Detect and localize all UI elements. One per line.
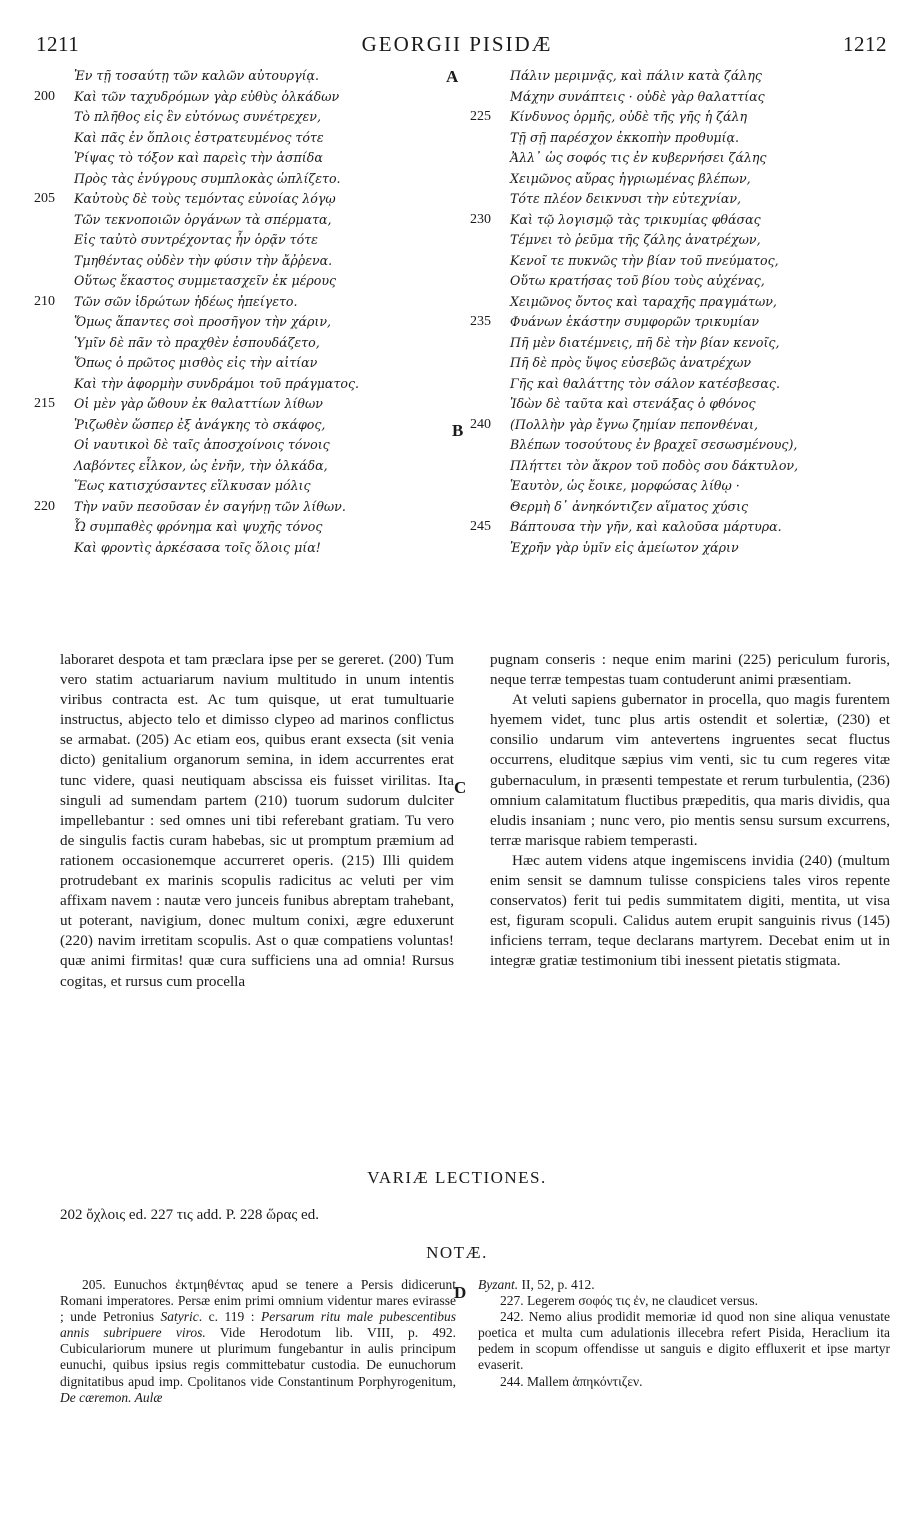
verse-text: Κίνδυνος ὁρμῆς, οὐδὲ τῆς γῆς ἡ ζάλη [510,109,747,124]
verse-text: Πλήττει τὸν ἄκρον τοῦ ποδὸς σου δάκτυλον, [510,457,799,473]
verse-text: Γῆς καὶ θαλάττης τὸν σάλον κατέσβεσας. [510,375,780,391]
line-number: 245 [470,519,491,534]
verse-line [34,374,454,395]
verse-line [470,415,890,436]
note-italic: Byzant. [478,1277,519,1292]
verse-text: Ῥίψας τὸ τόξον καὶ παρεὶς τὴν ἀσπίδα [74,150,323,165]
line-number: 200 [34,88,55,104]
latin-translation-right-column [490,650,890,972]
verse-text: Οἱ ναυτικοὶ δὲ ταῖς ἀποσχοίνοις τόνοις [74,437,330,452]
verse-line [34,456,454,477]
verse-text: Βάπτουσα τὴν γῆν, καὶ καλοῦσα μάρτυρα. [510,519,782,534]
verse-line [34,415,454,436]
verse-line [34,497,454,518]
verse-line [34,107,454,128]
verse-text: Τμηθέντας οὐδὲν τὴν φύσιν τὴν ἄῤῥενα. [74,252,333,268]
verse-text: Θερμὴ δ᾽ ἀνηκόντιζεν αἵματος χύσις [510,498,749,514]
verse-text: Ἑαυτὸν, ὡς ἔοικε, μορφώσας λίθῳ · [510,478,740,493]
note-242: 242. Nemo alius prodidit memoriæ id quod non sine aliqua venustate poetica et multa cum adulationis illecebra refert Pisida, Heraclium ita pedem in scopum offendisse ut sanguis e digito effluxerit et ipse martyr evaserit. [478,1309,890,1373]
latin-paragraph: pugnam conseris : neque enim marini (225) periculum furoris, neque terræ tempestas tuam contuderunt animi præsentiam. [490,651,890,689]
verse-text: Ῥιζωθὲν ὥσπερ ἐξ ἀνάγκης τὸ σκάφος, [74,416,326,432]
verse-text: Τέμνει τὸ ῥεῦμα τῆς ζάλης ἀνατρέχων, [510,232,761,247]
note-text: Vide Herodotum lib. VIII, p. 492. Cubiculariorum munere ut plurimum fungebantur in aulis principum eunuchi, quibus ipsius regis committebatur custodia. De eunuchorum dignitatibus apud imp. Cpolitanos vide Constantinum Porphyrogenitum, [60,1325,457,1389]
verse-text: Εἰς ταὐτὸ συντρέχοντας ἦν ὁρᾷν τότε [74,232,318,247]
note-text: II, 52, p. 412. [518,1277,595,1292]
verse-line [34,148,454,169]
verse-text: Τὸ πλῆθος εἰς ἓν εὐτόνως συνέτρεχεν, [74,109,321,124]
verse-text: Καὶ τὴν ἀφορμὴν συνδράμοι τοῦ πράγματος. [74,375,360,391]
verse-line [470,333,890,354]
verse-text: Μάχην συνάπτεις · οὐδὲ γὰρ θαλαττίας [510,88,765,104]
verse-text: (Πολλὴν γὰρ ἔγνω ζημίαν πεπονθέναι, [510,416,758,432]
verse-text: Οὕτω κρατήσας τοῦ βίου τοὺς αὐχένας, [510,273,765,288]
verse-line [34,517,454,538]
verse-line [34,87,454,108]
verse-text: Λαβόντες εἷλκον, ὡς ἐνῆν, τὴν ὁλκάδα, [74,457,328,473]
verse-line [470,476,890,497]
verse-text: Ὑμῖν δὲ πᾶν τὸ πραχθὲν ἐσπουδάζετο, [74,334,320,350]
verse-line [470,148,890,169]
note-205 [60,1277,456,1406]
line-number: 235 [470,314,491,329]
greek-verse-right-column [470,66,890,558]
verse-text: Ὅπως ὁ πρῶτος μισθὸς εἰς τὴν αἰτίαν [74,355,318,370]
verse-text: Τὴν ναῦν πεσοῦσαν ἐν σαγήνῃ τῶν λίθων. [74,498,346,514]
verse-line [470,169,890,190]
verse-text: Τῶν τεκνοποιῶν ὀργάνων τὰ σπέρματα, [74,211,332,227]
verse-text: Χειμῶνος αὔρας ἠγριωμένας βλέπων, [510,170,751,186]
verse-text: Καὶ τῷ λογισμῷ τὰς τρικυμίας φθάσας [510,211,761,227]
verse-text: Καὐτοὺς δὲ τοὺς τεμόντας εὐνοίας λόγῳ [74,191,336,206]
margin-marker-d: D [454,1283,467,1302]
verse-text: Ἀλλ᾽ ὡς σοφός τις ἐν κυβερνήσει ζάλης [510,150,767,165]
verse-text: Πῆ μὲν διατέμνεις, πῆ δὲ τὴν βίαν κενοῖς, [510,334,780,350]
verse-line [470,497,890,518]
verse-text: Τῇ σῇ παρέσχον ἐκκοπὴν προθυμίᾳ. [510,129,739,145]
latin-paragraph: At veluti sapiens gubernator in procella, quo magis furentem hyemem videt, tunc plus artis ostendit et solertiæ, (230) et consilio undarum vim antevertens ingruentes secat fluctus occurrens, eluditque sæpius vim venti, sic tu cum regeres vitæ gubernaculum, in præsenti tempestate et rerum turbulentia, (236) omnium calamitatum fluctibus præpeditis, qua maris dividis, qua eludis insaniam ; nunc vero, pio mentis sensu sursum excurrens, terræ marisque rabiem temperasti. [490,691,890,849]
verse-line [34,394,454,415]
note-text: 205. Eunuchos ἐκτμηθέντας apud se tenere a Persis didicerunt Romani imperatores. Persæ enim primi omnium videntur mares evirasse ; unde Petronius [60,1277,456,1325]
verse-text: Βλέπων τοσούτους ἐν βραχεῖ σεσωσμένους), [510,437,798,452]
verse-line [470,374,890,395]
verse-line [34,476,454,497]
latin-paragraph: laboraret despota et tam præclara ipse per se gereret. (200) Tum vero statim actuariarum navium multitudo in unum intentis viribus contracta est. Ac tum quisque, ut erat tumultuarie instructus, abjecto telo et dimisso clypeo ad marinos conflictus se armabat. (205) Ac etiam eos, quibus erant exsecta (sit venia dicto) genitalium organorum semina, in idem accurrentes erat tunc videre, quasi neutiquam abscissa eis fuisset virilitas. Ita singuli ad sumendam partem (210) tuorum sudorum dulciter impellebantur : sed omnes uni tibi referebant gratiam. Tu vero de singulis factis curam habebas, sic ut promptum præmium ad rationem occasionemque accurreret operis. (215) Illi quidem protrudebant ex marinis scopulis radicitus ac veluti per vim affixam navem : nautæ vero junceis funibus abreptam trahebant, ut poterant, navigium, donec multum conixi, ægre eduxerunt (220) navim irretitam scopulis. Ast o quæ compatiens voluntas! quæ animi firmitas! quæ cura sufficiens una ad omnia! Rursus cogitas, et rursus cum procella [60,651,454,990]
verse-line [34,312,454,333]
variae-lectiones-text: 202 ὄχλοις ed. 227 τις add. P. 228 ὥρας ed. [60,1207,319,1223]
verse-text: Καὶ φροντὶς ἀρκέσασα τοῖς ὅλοις μία! [74,539,321,555]
verse-line [34,169,454,190]
verse-line [470,538,890,559]
verse-line [34,435,454,456]
notes-right-column [478,1277,890,1390]
verse-line [34,230,454,251]
margin-marker-c: C [454,778,467,797]
latin-paragraph: Hæc autem videns atque ingemiscens invidia (240) (multum enim sensit se damnum tulisse conspiciens tales viros repente conservatos) ferit tui pedis summitatem digiti, mentita, ut visa est, figuram scopuli. Calidus autem erupit sanguinis rivus (145) inficiens terram, teque declarans martyrem. Decebat enim ut in integræ gratiæ testimonium tibi inessent pietatis stigmata. [490,851,890,970]
verse-line [470,435,890,456]
verse-line [34,292,454,313]
verse-line [34,66,454,87]
verse-line [34,128,454,149]
line-number: 215 [34,396,55,411]
verse-line [470,271,890,292]
line-number: 230 [470,211,491,227]
note-italic: Persarum ritu male pubescentibus annis subripuere viros. [60,1309,456,1341]
verse-line [470,210,890,231]
margin-marker-b: B [452,421,464,440]
latin-translation-left-column [60,650,454,992]
verse-text: Καὶ πᾶς ἐν ὅπλοις ἐστρατευμένος τότε [74,129,324,145]
verse-line [34,271,454,292]
verse-line [34,210,454,231]
verse-line [470,230,890,251]
verse-text: Ἐν τῇ τοσαύτῃ τῶν καλῶν αὐτουργίᾳ. [74,68,320,83]
verse-text: Χειμῶνος ὄντος καὶ ταραχῆς πραγμάτων, [510,293,777,309]
verse-line [470,66,890,87]
verse-text: Ἕως κατισχύσαντες εἵλκυσαν μόλις [74,478,311,493]
line-number: 240 [470,416,491,432]
note-continuation [478,1277,890,1293]
verse-text: Κενοῖ τε πυκνῶς τὴν βίαν τοῦ πνεύματος, [510,252,779,268]
verse-text: Καὶ τῶν ταχυδρόμων γὰρ εὐθὺς ὁλκάδων [74,88,340,104]
verse-text: Πῆ δὲ πρὸς ὕψος εὐσεβῶς ἀνατρέχων [510,355,752,370]
verse-text: Πρὸς τὰς ἐνύγρους συμπλοκὰς ὡπλίζετο. [74,170,341,186]
verse-text: Τῶν σῶν ἱδρώτων ἡδέως ἠπείγετο. [74,293,298,309]
verse-line [34,189,454,210]
note-italic: De cæremon. Aulæ [60,1389,163,1405]
verse-text: Ὅμως ἅπαντες σοὶ προσῆγον τὴν χάριν, [74,314,331,329]
line-number: 210 [34,293,55,309]
page-number-right: 1212 [843,32,887,56]
verse-line [470,394,890,415]
verse-line [470,312,890,333]
note-italic: Satyric [160,1309,199,1325]
line-number: 205 [34,191,55,206]
verse-line [470,87,890,108]
verse-text: Ἰδὼν δὲ ταῦτα καὶ στενάξας ὁ φθόνος [510,396,756,411]
verse-line [34,251,454,272]
margin-marker-a: A [446,67,459,86]
page-number-left: 1211 [36,32,80,56]
note-227: 227. Legerem σοφός τις ἐν, ne claudicet versus. [500,1293,759,1309]
verse-text: Οἱ μὲν γὰρ ὤθουν ἐκ θαλαττίων λίθων [74,396,323,411]
verse-line [470,353,890,374]
verse-line [470,128,890,149]
verse-line [34,333,454,354]
running-title: GEORGII PISIDÆ [361,32,553,56]
line-number: 225 [470,109,491,124]
verse-line [470,517,890,538]
note-244: 244. Mallem ἀπηκόντιζεν. [500,1373,643,1389]
verse-line [470,456,890,477]
verse-line [34,538,454,559]
greek-verse-left-column [34,66,454,558]
verse-text: Πάλιν μεριμνᾷς, καὶ πάλιν κατὰ ζάλης [510,68,762,83]
variae-lectiones-heading: VARIÆ LECTIONES. [367,1168,547,1187]
verse-line [470,292,890,313]
verse-line [470,251,890,272]
verse-text: Ἐχρῆν γὰρ ὑμῖν εἰς ἀμείωτον χάριν [510,539,739,555]
line-number: 220 [34,498,55,514]
verse-line [470,107,890,128]
verse-line [470,189,890,210]
verse-text: Φυάνων ἑκάστην συμφορῶν τρικυμίαν [510,314,760,329]
verse-text: Ὦ συμπαθὲς φρόνημα καὶ ψυχῆς τόνος [74,519,323,534]
notes-left-column [60,1277,456,1406]
verse-text: Τότε πλέον δεικνυσι τὴν εὐτεχνίαν, [510,191,742,206]
note-text: . c. 119 : [198,1309,261,1325]
verse-text: Οὕτως ἕκαστος συμμετασχεῖν ἐκ μέρους [74,273,337,288]
notae-heading: NOTÆ. [426,1243,488,1262]
verse-line [34,353,454,374]
